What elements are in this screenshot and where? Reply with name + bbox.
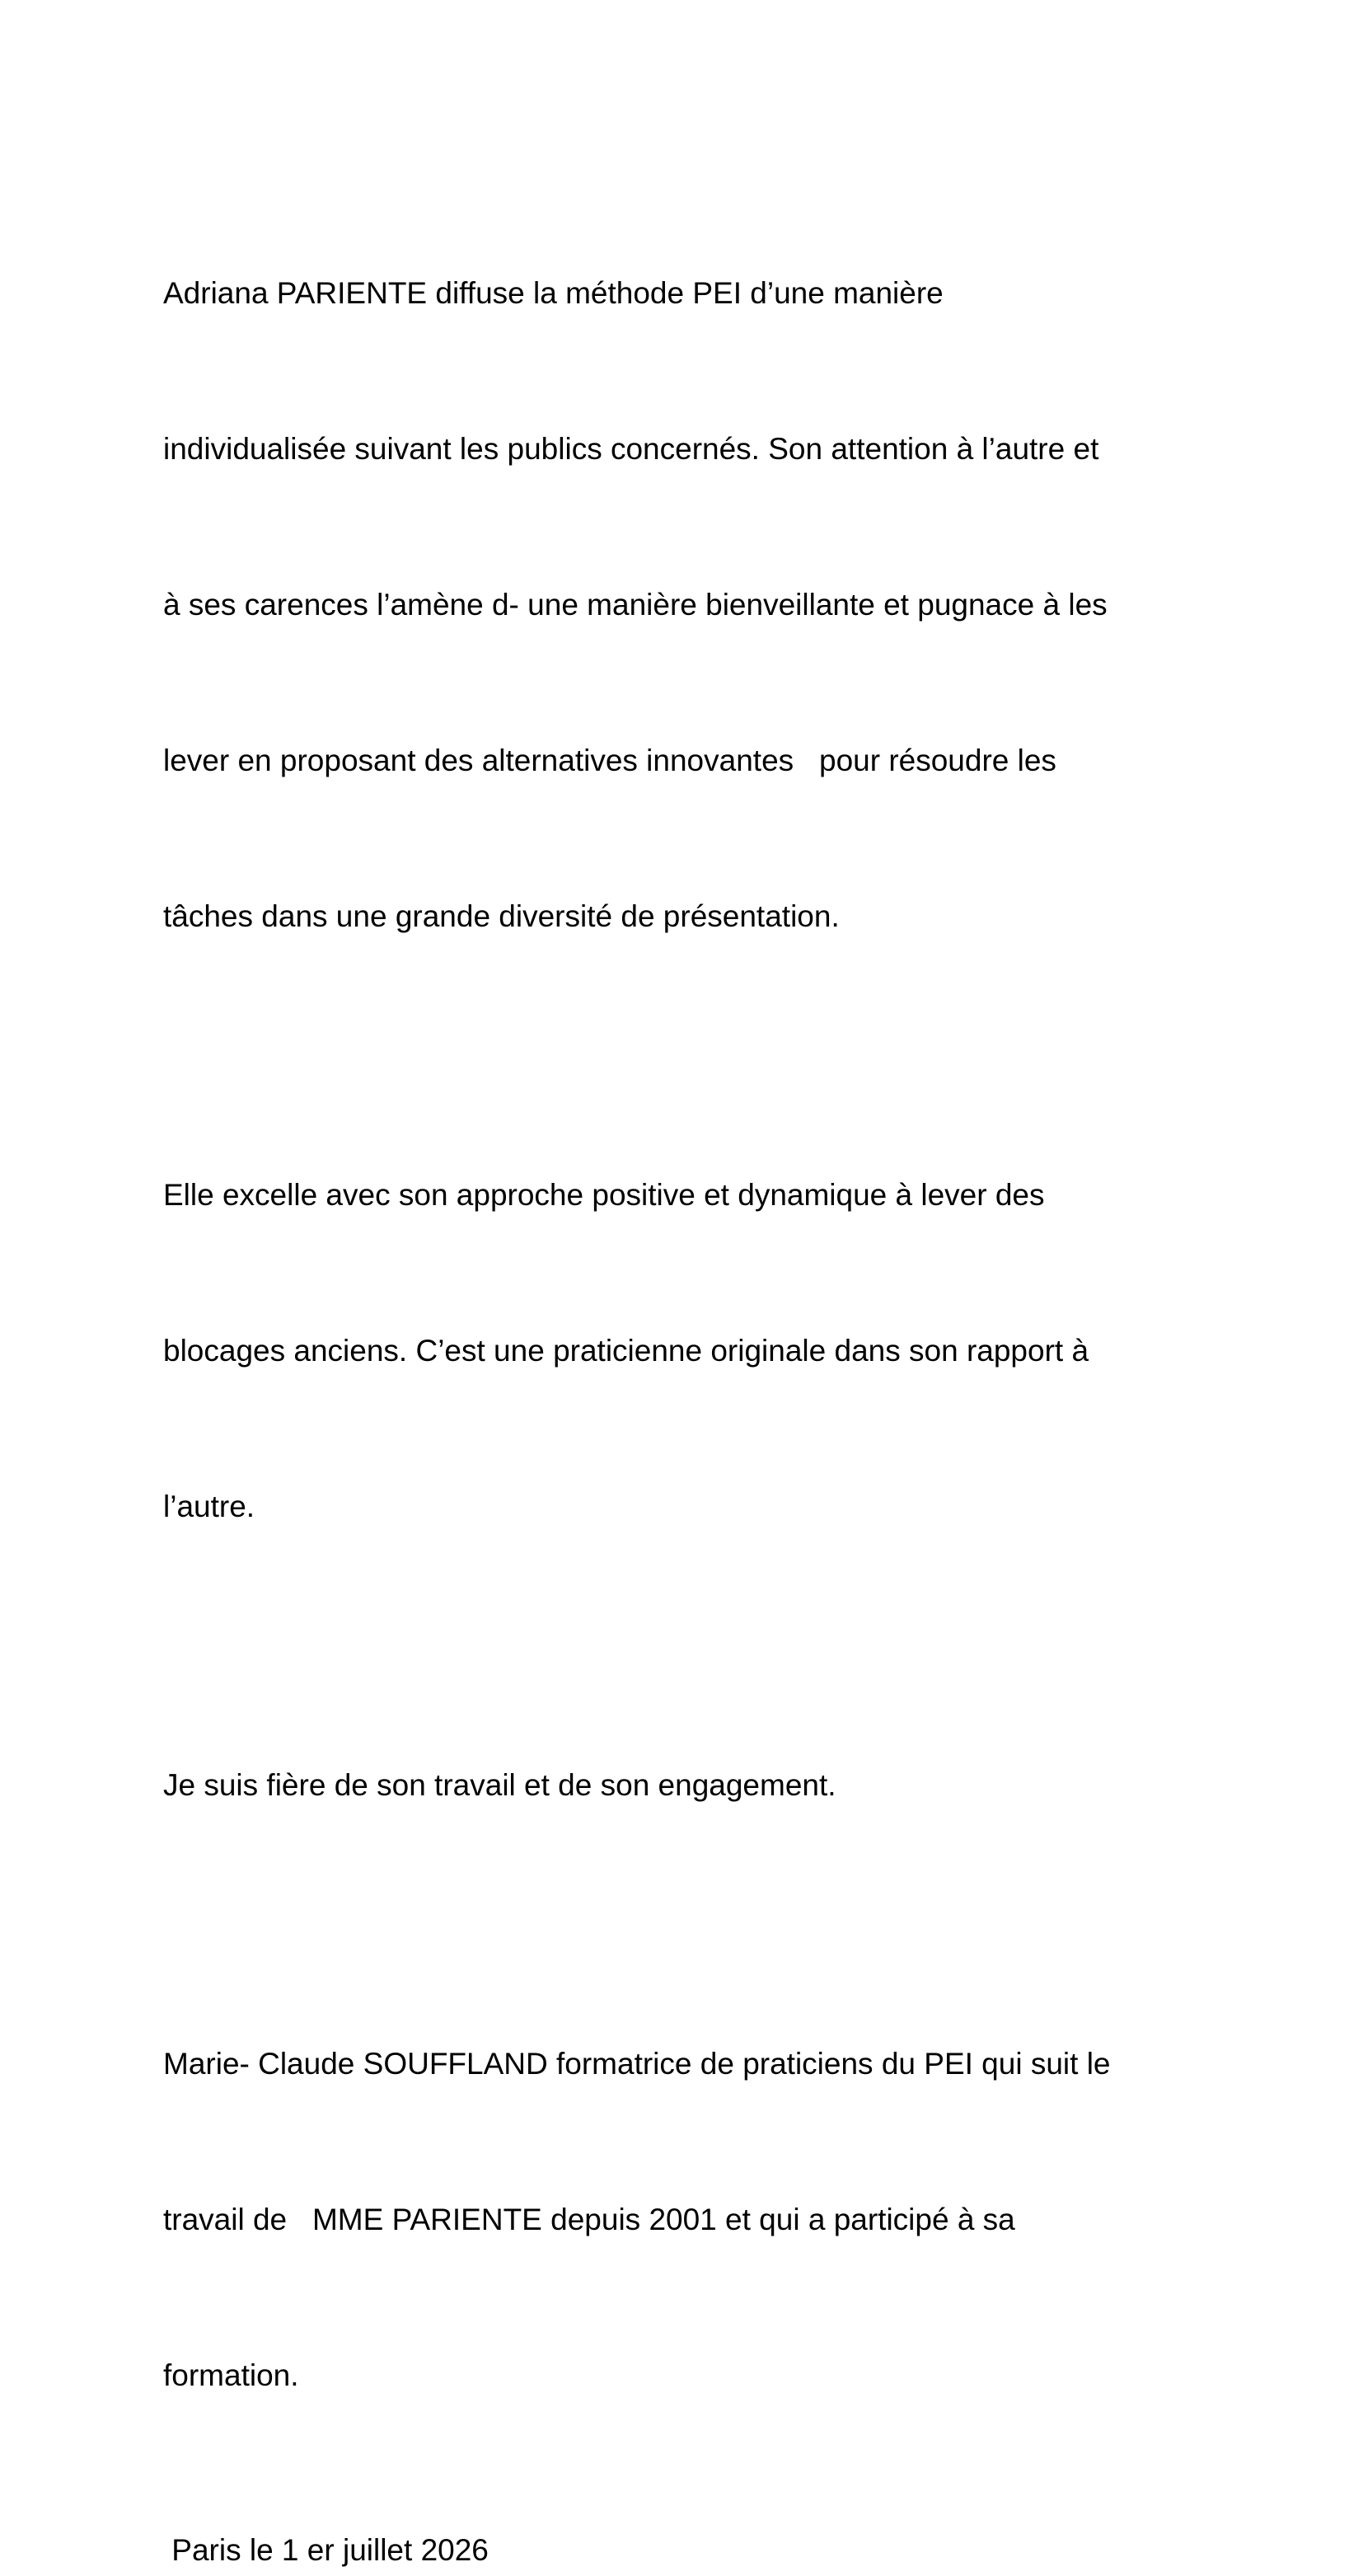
text-line: Marie- Claude SOUFFLAND formatrice de praticiens du PEI qui suit le	[163, 2047, 1111, 2081]
text-line: lever en proposant des alternatives innovantes pour résoudre les	[163, 744, 1056, 777]
text-line: travail de MME PARIENTE depuis 2001 et qui a participé à sa	[163, 2203, 1015, 2236]
place-and-date: Paris le 1 er juillet 2026	[163, 2533, 489, 2567]
text-line: Elle excelle avec son approche positive et dynamique à lever des	[163, 1178, 1045, 1212]
text-line: l’autre.	[163, 1490, 255, 1523]
text-line: formation.	[163, 2358, 299, 2392]
paragraph-approach	[163, 1065, 1206, 1636]
text-line: Adriana PARIENTE diffuse la méthode PEI d’une manière	[163, 276, 944, 310]
paragraph-signatory	[163, 1934, 1206, 2505]
text-line: individualisée suivant les publics concernés. Son attention à l’autre et	[163, 432, 1099, 466]
paragraph-introduction	[163, 163, 1206, 1046]
letter-body	[163, 163, 1206, 2576]
paragraph-pride	[163, 1655, 1206, 1915]
text-line: blocages anciens. C’est une praticienne originale dans son rapport à	[163, 1334, 1089, 1368]
text-line: Je suis fière de son travail et de son engagement.	[163, 1768, 836, 1802]
text-line: tâches dans une grande diversité de présentation.	[163, 899, 840, 933]
text-line: à ses carences l’amène d- une manière bienveillante et pugnace à les	[163, 588, 1108, 622]
